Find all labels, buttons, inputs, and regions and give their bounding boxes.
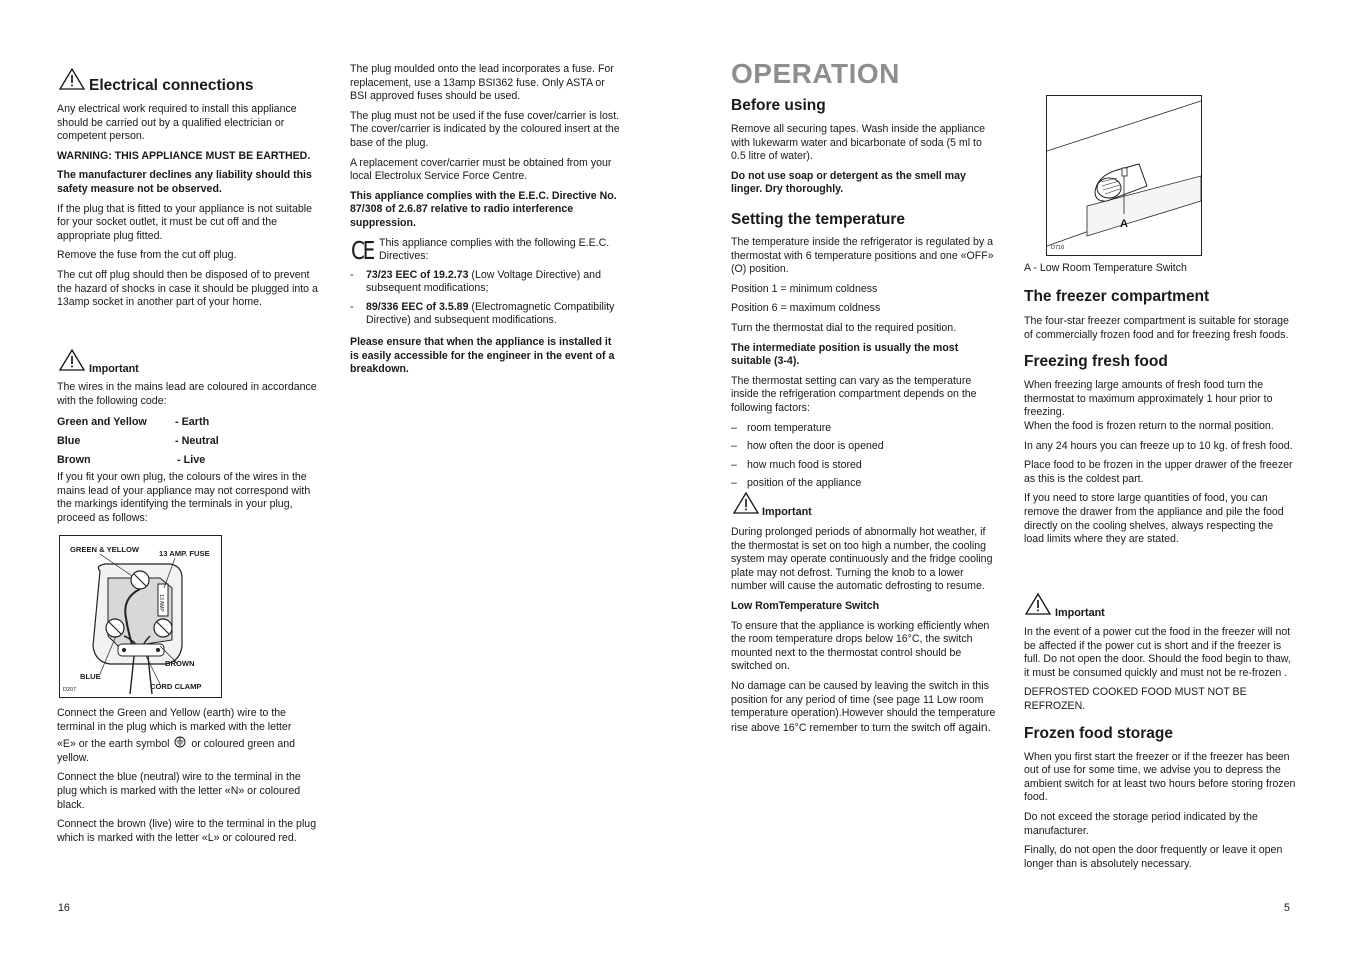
directive-desc: (Low Voltage Directive) and subsequent modifications; <box>366 268 601 295</box>
engineer-access-note: Please ensure that when the appliance is installed it is easily accessible for the engineer in the event of a breakdown. <box>350 335 615 376</box>
important-label: Important <box>89 363 139 375</box>
important-row-operation <box>731 492 999 516</box>
plug-suitability: If the plug that is fitted to your appliance is not suitable for your socket outlet, it must be cut off and the appropriate plug fitted. <box>57 202 312 242</box>
directive-id: 89/336 EEC of 3.5.89 <box>366 300 469 313</box>
important-row-left <box>57 349 319 373</box>
low-room-text-body: No damage can be caused by leaving the switch in this position for any period of time (see page 11 Low room temperature operation).However should the temperature rise above 16°C remember to turn the switch off <box>731 679 996 734</box>
ce-mark-icon: CE <box>351 235 373 265</box>
freezing-text-4: If you need to store large quantities of food, you can remove the drawer from the appliance and pile the food directly on the cooling shelves, always respecting the load limits where they are stated. <box>1024 492 1284 546</box>
warning-triangle-icon <box>59 349 85 371</box>
freezer-title: The freezer compartment <box>1024 288 1210 305</box>
factors-list <box>731 422 999 491</box>
blue-label: BLUE <box>80 672 101 681</box>
wire-colour: Brown <box>57 454 91 467</box>
operation-heading: OPERATION <box>731 58 900 89</box>
wire-colour: Blue <box>57 435 81 448</box>
low-room-title: Low RomTemperature Switch <box>731 599 880 612</box>
frozen-storage-title: Frozen food storage <box>1024 724 1173 742</box>
before-using-title: Before using <box>731 97 826 114</box>
turn-dial: Turn the thermostat dial to the required position. <box>731 321 957 334</box>
freezing-text-3: Place food to be frozen in the upper drawer of the freezer as this is the coldest part. <box>1024 459 1293 485</box>
low-room-text: To ensure that the appliance is working efficiently when the room temperature drops below 16°C, the switch mounted next to the thermostat control should be switched on. <box>731 619 990 673</box>
freezer-text: The four-star freezer compartment is suitable for storage of commercially frozen food and for freezing fresh foods. <box>1024 315 1289 341</box>
factor-item: – room temperature <box>731 422 999 436</box>
directive-id: 73/23 EEC of 19.2.73 <box>366 268 469 281</box>
fuse-label: 13 AMP. FUSE <box>159 549 210 558</box>
dispose-plug: The cut off plug should then be disposed of to prevent the hazard of shocks in case it should be plugged into a 13amp socket in another part of your home. <box>57 268 318 309</box>
manufacturer-liability: The manufacturer declines any liability should this safety measure not be observed. <box>57 169 312 195</box>
wire-code-row <box>57 435 319 454</box>
earth-letter-text: «E» or the earth symbol <box>57 738 170 751</box>
directive-item <box>350 301 620 328</box>
wire-code-row <box>57 416 319 435</box>
factor-item: – position of the appliance <box>731 477 999 491</box>
connect-blue: Connect the blue (neutral) wire to the terminal in the plug which is marked with the letter «N» or coloured black. <box>57 771 301 811</box>
hot-weather-text: During prolonged periods of abnormally hot weather, if the thermostat is set on too high a number, the cooling system may operate continuously and the fridge cooling plate may not defrost. Turning the knob to a lower number will cause the automatic defrosting to resume. <box>731 526 993 593</box>
intermediate-position: The intermediate position is usually the most suitable (3-4). <box>731 341 959 368</box>
directive-desc: (Electromagnetic Compatibility Directive) and subsequent modifications. <box>366 300 615 327</box>
freezing-text-2: In any 24 hours you can freeze up to 10 kg. of fresh food. <box>1024 439 1293 452</box>
important-label: Important <box>1055 607 1105 619</box>
low-room-text-2 <box>731 680 999 735</box>
wire-code-row <box>57 454 319 473</box>
replacement-paragraph: A replacement cover/carrier must be obtained from your local Electrolux Service Force Centre. <box>350 156 612 183</box>
electrical-title: Electrical connections <box>89 77 254 94</box>
ce-text: This appliance complies with the following E.E.C. Directives: <box>379 236 610 263</box>
fuse-paragraph: The plug moulded onto the lead incorporates a fuse. For replacement, use a 13amp BSI362 fuse. Only ASTA or BSI approved fuses should be used. <box>350 63 614 103</box>
cover-paragraph: The plug must not be used if the fuse cover/carrier is lost. The cover/carrier is indicated by the coloured insert at the base of the plug. <box>350 109 620 149</box>
switch-figure <box>1046 95 1202 256</box>
low-room-text-end: again. <box>958 719 991 734</box>
setting-temp-title: Setting the temperature <box>731 210 905 228</box>
defrosted-warning: DEFROSTED COOKED FOOD MUST NOT BE REFROZEN. <box>1024 686 1247 712</box>
factors-intro: The thermostat setting can vary as the temperature inside the refrigeration compartment depends on the following factors: <box>731 374 977 414</box>
wire-colour: Green and Yellow <box>57 416 147 429</box>
wire-code-table <box>57 416 319 473</box>
remove-fuse: Remove the fuse from the cut off plug. <box>57 249 237 262</box>
wire-meaning: - Neutral <box>175 435 219 448</box>
figure-code: D207 <box>63 687 77 693</box>
connect-green-cont <box>57 736 319 765</box>
ce-row <box>350 237 620 269</box>
earth-symbol-icon <box>174 736 186 748</box>
switch-pointer-label: A <box>1120 218 1128 230</box>
green-yellow-label: GREEN & YELLOW <box>70 545 140 554</box>
warning-triangle-icon <box>733 492 759 514</box>
brown-label: BROWN <box>165 659 195 668</box>
low-temp-switch-illustration <box>1047 96 1201 255</box>
power-cut-text: In the event of a power cut the food in the freezer will not be affected if the power cut is short and if the freezer is full. Do not open the door. Should the food begin to thaw, it must be consumed quickly and must not be re-frozen . <box>1024 626 1291 679</box>
figure-code: D710 <box>1051 245 1065 251</box>
freezing-text-1b: When the food is frozen return to the normal position. <box>1024 419 1274 432</box>
wires-intro: The wires in the mains lead are coloured in accordance with the following code: <box>57 381 317 407</box>
figure-caption: A - Low Room Temperature Switch <box>1024 262 1187 274</box>
eec-compliance-bold: This appliance complies with the E.E.C. Directive No. 87/308 of 2.6.87 relative to radio interference suppression. <box>350 189 617 229</box>
plug-wiring-diagram <box>59 535 222 698</box>
freezing-title: Freezing fresh food <box>1024 353 1168 371</box>
important-row-freezer <box>1024 593 1296 617</box>
factor-item: – how often the door is opened <box>731 440 999 454</box>
wire-meaning: - Earth <box>175 416 210 429</box>
fuse-body-label: 13 AMP <box>157 594 164 612</box>
important-label: Important <box>762 506 812 518</box>
frozen-storage-text-1: When you first start the freezer or if the freezer has been out of use for some time, we advise you to depress the ambient switch for at least two hours before storing frozen food. <box>1024 750 1296 804</box>
directive-list <box>350 269 620 328</box>
freezing-text-1: When freezing large amounts of fresh food turn the thermostat to maximum approximately 1 hour prior to freezing. <box>1024 379 1273 419</box>
before-using-bold: Do not use soap or detergent as the smell may linger. Dry thoroughly. <box>731 169 966 196</box>
wire-meaning: - Live <box>177 454 206 467</box>
directive-item <box>350 269 620 296</box>
position-1: Position 1 = minimum coldness <box>731 282 878 295</box>
own-plug-instructions: If you fit your own plug, the colours of the wires in the mains lead of your appliance may not correspond with the markings identifying the terminals in your plug, proceed as follows: <box>57 471 311 524</box>
connect-brown: Connect the brown (live) wire to the terminal in the plug which is marked with the letter «L» or coloured red. <box>57 818 317 844</box>
cord-clamp-label: CORD CLAMP <box>150 682 202 691</box>
warning-triangle-icon <box>1025 593 1051 615</box>
earth-colour-text: or coloured green and yellow. <box>57 738 296 764</box>
before-using-text: Remove all securing tapes. Wash inside the appliance with lukewarm water and bicarbonate of soda (5 ml to 0.5 litre of water). <box>731 123 985 163</box>
position-6: Position 6 = maximum coldness <box>731 302 881 315</box>
earthed-warning: WARNING: THIS APPLIANCE MUST BE EARTHED. <box>57 149 311 162</box>
thermostat-text: The temperature inside the refrigerator is regulated by a thermostat with 6 temperature positions and one «OFF» (O) position. <box>731 235 994 276</box>
frozen-storage-text-2: Do not exceed the storage period indicated by the manufacturer. <box>1024 810 1258 837</box>
page-number-right: 5 <box>1284 902 1290 914</box>
electrical-intro: Any electrical work required to install this appliance should be carried out by a qualified electrician or competent person. <box>57 103 297 143</box>
warning-triangle-icon <box>59 68 85 90</box>
page-number-left: 16 <box>58 902 70 914</box>
factor-item: – how much food is stored <box>731 459 999 473</box>
frozen-storage-text-3: Finally, do not open the door frequently or leave it open longer than is absolutely necessary. <box>1024 844 1283 870</box>
connect-green-text: Connect the Green and Yellow (earth) wire to the terminal in the plug which is marked with the letter <box>57 707 292 733</box>
